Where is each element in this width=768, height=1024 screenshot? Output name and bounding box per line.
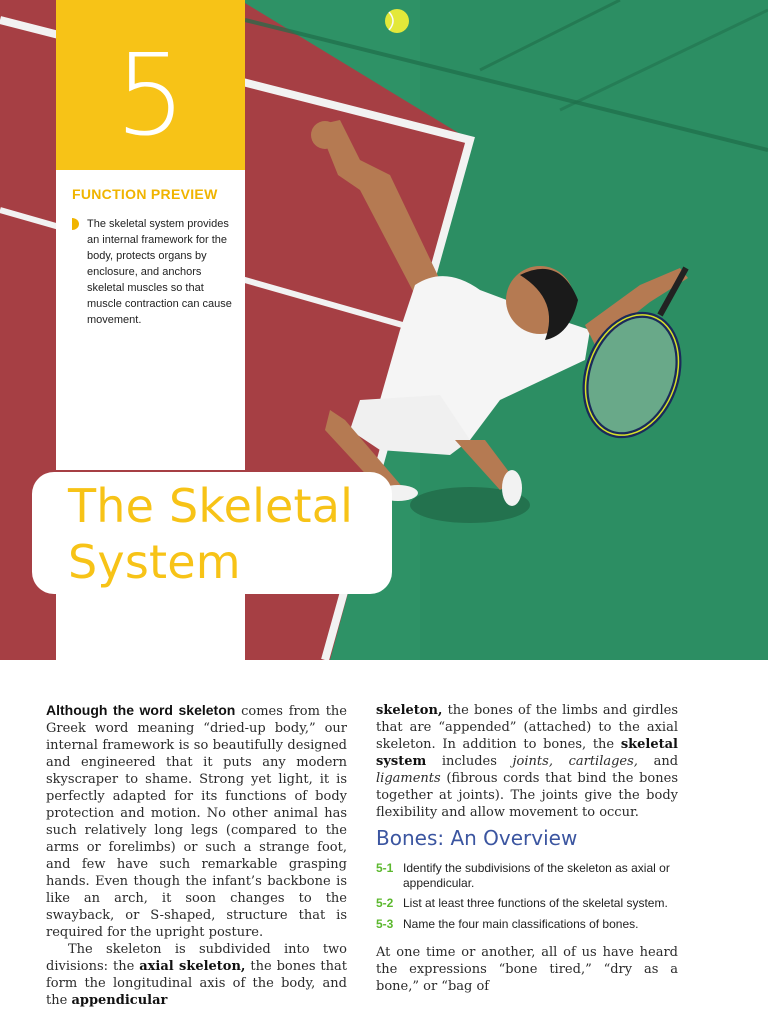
learning-objective bbox=[376, 896, 678, 911]
objective-text: Identify the subdivisions of the skeleton as axial or appendicular. bbox=[403, 861, 670, 890]
body-column-right bbox=[376, 702, 678, 821]
chapter-number: 5 bbox=[114, 31, 187, 161]
intro-paragraph: Although the word skeleton comes from the Greek word meaning “dried-up body,” our internal framework is so beautifully designed and engineered that it puts any modern skyscraper to shame. Strong yet light, it is perfectly adapted for its functions of body protection and motion. No other animal has such relatively long legs (compared to the arms or forelimbs) or such a strange foot, and few have such remarkable grasping hands. Even though the infant’s backbone is like an arch, it soon changes to the swayback, or S-shaped, structure that is required for the upright posture. bbox=[46, 702, 347, 940]
half-circle-bullet-icon bbox=[71, 218, 79, 230]
objective-text: List at least three functions of the skeletal system. bbox=[403, 896, 668, 910]
objective-number: 5-1 bbox=[376, 861, 394, 875]
chapter-number-box bbox=[56, 0, 245, 170]
learning-objective bbox=[376, 861, 678, 891]
term-ligaments: ligaments bbox=[376, 771, 441, 786]
divisions-paragraph: The skeleton is subdivided into two divisions: the axial skeleton, the bones that form the longitudinal axis of the body, and the appendicular bbox=[46, 942, 347, 1008]
function-preview-text: The skeletal system provides an internal framework for the body, protects organs by enclosure, and anchors skeletal muscles so that muscle contraction can cause movement. bbox=[87, 218, 232, 326]
overview-paragraph: At one time or another, all of us have heard the expressions “bone tired,” “dry as a bone,” or “bag of bbox=[376, 945, 678, 994]
term-joints-cartilages: joints, cartilages, bbox=[512, 754, 638, 769]
term-axial-skeleton: axial skeleton, bbox=[139, 959, 246, 974]
objective-number: 5-3 bbox=[376, 917, 394, 931]
objective-text: Name the four main classifications of bones. bbox=[403, 917, 639, 931]
tennis-ball-icon bbox=[385, 9, 409, 33]
appendicular-paragraph: skeleton, the bones of the limbs and girdles that are “appended” (attached) to the axial skeleton. In addition to bones, the skeletal system includes joints, cartilages, and ligaments (fibrous cords that bind the bones together at joints). The joints give the body flexibility and allow movement to occur. bbox=[376, 703, 679, 820]
term-skeletal-system: skeletal system bbox=[376, 737, 678, 769]
chapter-title-line-1: The Skeletal bbox=[68, 479, 354, 533]
function-preview-heading: FUNCTION PREVIEW bbox=[72, 186, 218, 202]
chapter-title bbox=[68, 478, 353, 590]
section-heading: Bones: An Overview bbox=[376, 826, 578, 850]
lead-in: Although the word skeleton bbox=[46, 702, 236, 718]
function-preview-panel bbox=[56, 170, 245, 470]
body-column-left bbox=[46, 702, 347, 1009]
term-skeleton: skeleton, bbox=[376, 703, 443, 718]
learning-objective bbox=[376, 917, 678, 932]
chapter-title-line-2: System bbox=[68, 535, 241, 589]
objective-number: 5-2 bbox=[376, 896, 394, 910]
term-appendicular: appendicular bbox=[71, 993, 168, 1008]
